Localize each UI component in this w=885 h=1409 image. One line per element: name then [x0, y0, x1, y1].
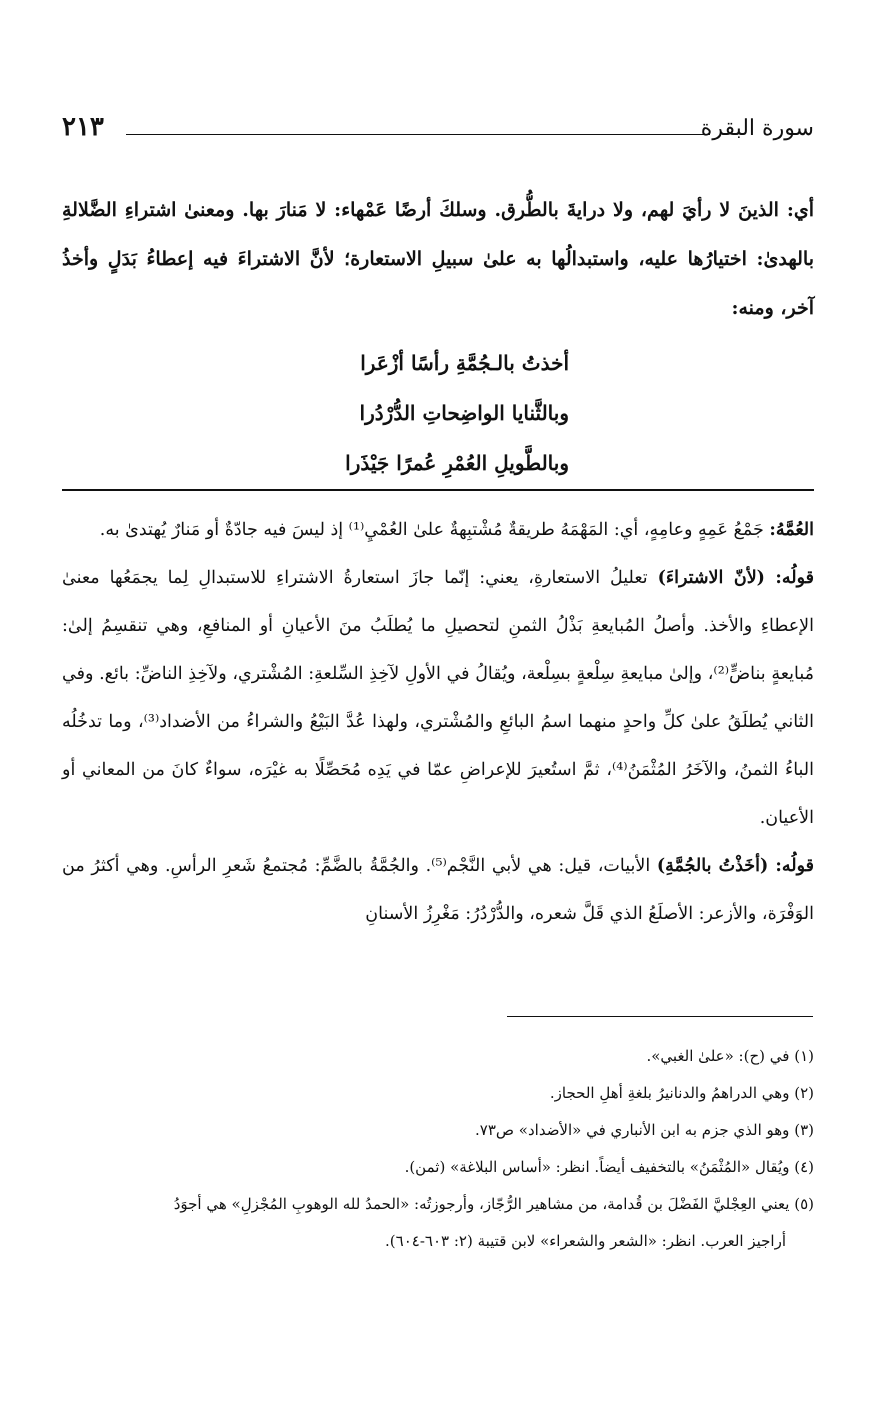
main-text: [62, 186, 814, 333]
footnote-number: (٤): [794, 1158, 814, 1176]
footnotes: [62, 1038, 814, 1260]
footnote-number: (٣): [794, 1121, 814, 1139]
verse-line: أخذتُ بالـجُمَّةِ رأسًا أزْعَرا: [360, 351, 569, 375]
footnote-number: (١): [794, 1047, 814, 1065]
lemma: قولُه: (لأنّ الاشتراءَ): [657, 568, 814, 588]
page-number: ٢١٣: [62, 112, 104, 142]
footnote-number: (٢): [794, 1084, 814, 1102]
running-header: [62, 112, 814, 152]
surah-title: سورة البقرة: [700, 116, 814, 141]
footnote-number: (٥): [794, 1195, 814, 1213]
footnote-text: يعني العِجْليَّ الفَضْلَ بن قُدامة، من مشاهير الرُّجّاز، وأرجوزتُه: «الحمدُ لله الوهوبِ المُجْزلِ» هي أجوَدُ: [173, 1195, 790, 1213]
commentary: [62, 506, 814, 938]
commentary-paragraph: [62, 554, 814, 842]
verse-line: وبالطَّويلِ العُمْرِ عُمرًا جَيْذَرا: [345, 451, 569, 475]
lemma: قولُه: (أخَذْتُ بالجُمَّةِ): [656, 856, 814, 876]
footnote-continuation: أراجيز العرب. انظر: «الشعر والشعراء» لابن قتيبة (٢: ٦٠٣-٦٠٤).: [385, 1232, 786, 1250]
footnote: [62, 1075, 814, 1112]
commentary-paragraph: [62, 506, 814, 554]
commentary-text: جَمْعُ عَمِهٍ وعامِهٍ، أي: المَهْمَهُ طريقةٌ مُشْتبِهةٌ علىٰ العُمْيِ⁽¹⁾ إذ ليسَ فيه جادّةٌ أو مَنارٌ يُهتدىٰ به.: [99, 520, 764, 540]
commentary-text: تعليلُ الاستعارةِ، يعني: إنّما جازَ استعارةُ الاشتراءِ للاستبدالِ لِما يجمَعُها معنىٰ الإعطاءِ والأخذ. وأصلُ المُبايعةِ بَذْلُ الثمنِ لتحصيلِ ما يُطلَبُ منَ الأعيانِ أو المنافعِ، وهي تنقسِمُ إلىٰ: مُبايعةٍ بناضٍّ⁽²⁾، وإلىٰ مبايعةِ سِلْعةٍ بسِلْعة، ويُقالُ في الأولِ لآخِذِ السِّلعةِ: المُشْتري، ولآخِذِ الناضِّ: بائع. وفي الثاني يُطلَقُ علىٰ كلِّ واحدٍ منهما اسمُ البائعِ والمُشْتري، ولهذا عُدَّ البَيْعُ والشراءُ من الأضداد⁽³⁾، وما تدخُلُه الباءُ الثمنُ، والآخَرُ المُثْمَنُ⁽⁴⁾، ثمَّ استُعيرَ للإعراضِ عمّا في يَدِه مُحَصِّلًا به غيْرَه، سواءٌ كانَ من المعاني أو الأعيان.: [62, 568, 814, 828]
footnote: [62, 1149, 814, 1186]
main-paragraph: أي: الذينَ لا رأيَ لهم، ولا درايةَ بالطُّرق. وسلكَ أرضًا عَمْهاء: لا مَنارَ بها. ومعنىٰ اشتراءِ الضَّلالةِ بالهدىٰ: اختيارُها عليه، واستبدالُها به علىٰ سبيلِ الاستعارة؛ لأنَّ الاشتراءَ فيه إعطاءُ بَدَلٍ وأخذُ آخر، ومنه:: [62, 199, 814, 319]
commentary-text: الأبيات، قيل: هي لأبي النَّجْم⁽⁵⁾. والجُمَّةُ بالضَّمِّ: مُجتمعُ شَعرِ الرأسِ. وهي أكثرُ من الوَفْرَة، والأزعر: الأصلَعُ الذي قَلَّ شعره، والدُّرْدُرُ: مَغْرِزُ الأسنانِ: [62, 856, 814, 924]
verse-line: وبالثَّنايا الواضِحاتِ الدُّرْدُرا: [359, 401, 569, 425]
footnote-text: وهي الدراهمُ والدنانيرُ بلغةِ أهلِ الحجاز.: [549, 1084, 790, 1102]
commentary-paragraph: [62, 842, 814, 938]
footnote: [62, 1112, 814, 1149]
section-divider: [62, 489, 814, 491]
poetry-verses: [62, 338, 814, 488]
footnote: [62, 1186, 814, 1223]
footnote: [62, 1038, 814, 1075]
footnote-text: ويُقال «المُثْمَنُ» بالتخفيف أيضاً. انظر: «أساس البلاغة» (ثمن).: [404, 1158, 790, 1176]
footnote-text: في (ح): «علىٰ الغبي».: [646, 1047, 790, 1065]
footnote-separator: [507, 1016, 813, 1017]
header-rule: [126, 134, 710, 135]
lemma: العُمَّهُ:: [769, 520, 814, 540]
footnote-text: وهو الذي جزم به ابن الأنباري في «الأضداد» ص٧٣.: [474, 1121, 790, 1139]
